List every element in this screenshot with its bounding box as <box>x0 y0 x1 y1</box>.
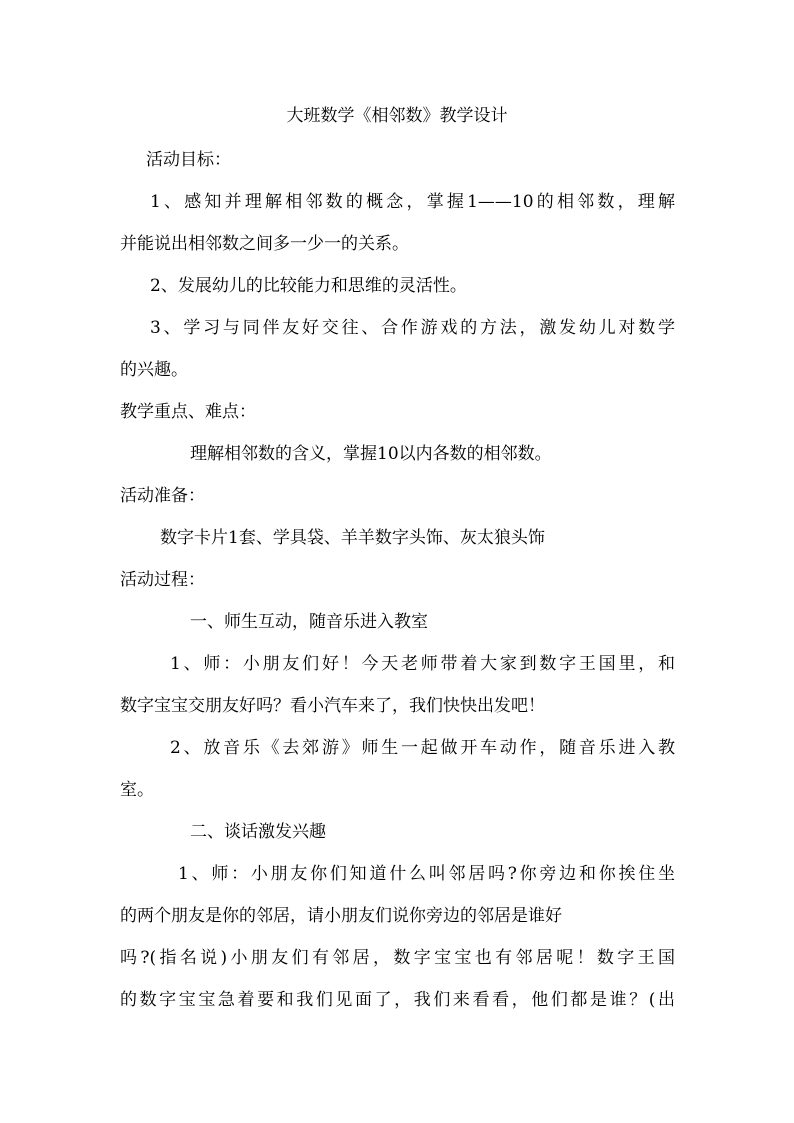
paragraph-line: 2、放音乐《去郊游》师生一起做开车动作，随音乐进入教 <box>170 738 675 758</box>
paragraph-line: 数字宝宝交朋友好吗？看小汽车来了，我们快快出发吧！ <box>120 696 545 716</box>
section-heading-preparation: 活动准备： <box>120 486 205 506</box>
paragraph-line: 数字卡片1套、学具袋、羊羊数字头饰、灰太狼头饰 <box>160 528 545 548</box>
paragraph-line: 理解相邻数的含义，掌握10以内各数的相邻数。 <box>190 444 552 464</box>
paragraph-line: 3、学习与同伴友好交往、合作游戏的方法，激发幼儿对数学 <box>150 318 675 338</box>
paragraph-line: 2、发展幼儿的比较能力和思维的灵活性。 <box>150 276 467 296</box>
subsection-heading: 二、谈话激发兴趣 <box>190 822 326 842</box>
document-title: 大班数学《相邻数》教学设计 <box>286 106 508 126</box>
paragraph-line: 1、感知并理解相邻数的概念，掌握1——10的相邻数，理解 <box>150 192 675 212</box>
subsection-heading: 一、师生互动，随音乐进入教室 <box>190 612 428 632</box>
paragraph-line: 吗?(指名说)小朋友们有邻居，数字宝宝也有邻居呢！数字王国 <box>120 948 675 968</box>
paragraph-line: 并能说出相邻数之间多一少一的关系。 <box>120 234 409 254</box>
paragraph-line: 的兴趣。 <box>120 360 188 380</box>
paragraph-line: 室。 <box>120 780 154 800</box>
section-heading-process: 活动过程： <box>120 570 205 590</box>
paragraph-line: 的数字宝宝急着要和我们见面了，我们来看看，他们都是谁？(出 <box>120 990 675 1010</box>
paragraph-line: 的两个朋友是你的邻居，请小朋友们说你旁边的邻居是谁好 <box>120 906 562 926</box>
paragraph-line: 1、师：小朋友们好！今天老师带着大家到数字王国里，和 <box>170 654 675 674</box>
section-heading-goals: 活动目标： <box>146 150 231 170</box>
section-heading-key-points: 教学重点、难点： <box>120 402 256 422</box>
paragraph-line: 1、师：小朋友你们知道什么叫邻居吗?你旁边和你挨住坐 <box>178 864 675 884</box>
